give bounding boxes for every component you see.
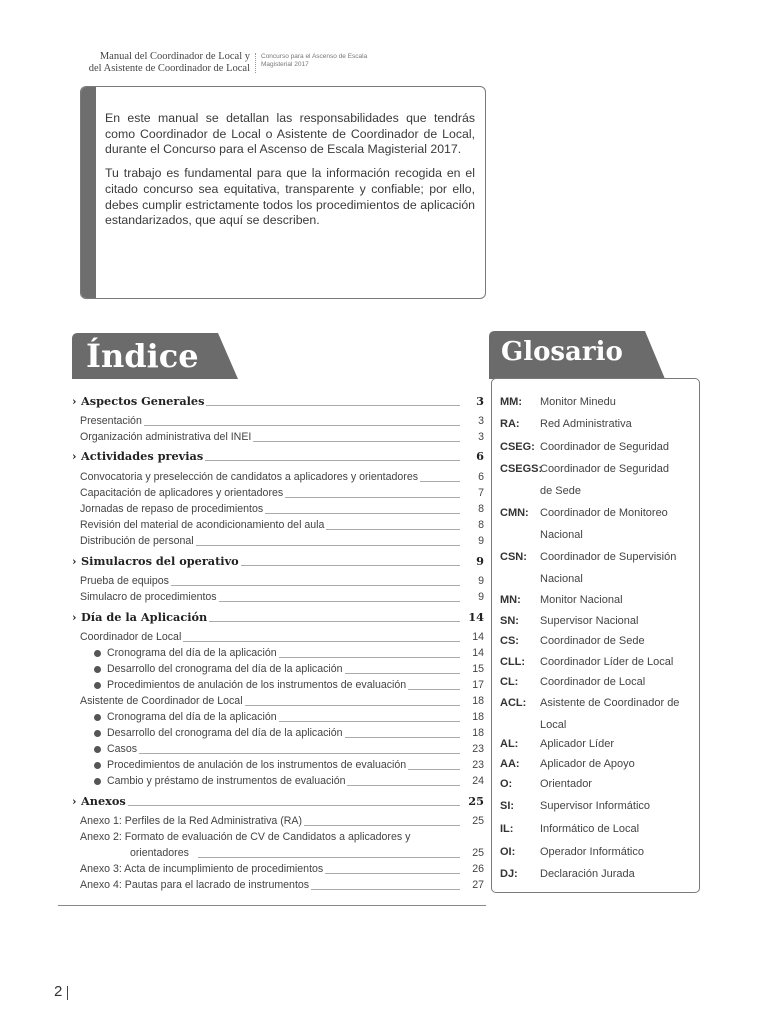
toc-entry — [72, 726, 486, 742]
header-divider — [255, 53, 256, 73]
bullet-icon — [94, 650, 101, 657]
glossary-abbreviation: CSEGS: — [500, 463, 543, 475]
glosario-heading — [489, 331, 665, 379]
toc-leader — [101, 805, 460, 806]
glossary-abbreviation: SI: — [500, 800, 515, 812]
bullet-icon — [94, 666, 101, 673]
chevron-right-icon: › — [72, 794, 77, 808]
toc-entry — [72, 862, 486, 878]
glossary-definition: Coordinador Líder de Local — [540, 656, 674, 668]
toc-page-number: 3 — [478, 415, 484, 427]
toc-section — [72, 610, 486, 626]
toc-label: Aspectos Generales — [81, 394, 205, 408]
toc-entry — [72, 630, 486, 646]
toc-label: Coordinador de Local — [80, 631, 182, 643]
toc-entry — [72, 878, 486, 894]
toc-page-number: 26 — [472, 863, 484, 875]
toc-label: Actividades previas — [81, 449, 204, 463]
toc-label: Cronograma del día de la aplicación — [107, 711, 277, 723]
glossary-abbreviation: MM: — [500, 396, 522, 408]
toc-bottom-rule — [58, 905, 486, 906]
intro-paragraph-1: En este manual se detallan las responsabilidades que tendrás como Coordinador de Local o Asistente de Coordinador de Local, durante el Concurso para el Ascenso de Escala Magisterial 2017. — [105, 111, 475, 157]
toc-label: Distribución de personal — [80, 535, 194, 547]
glossary-abbreviation: CL: — [500, 676, 519, 688]
toc-entry — [72, 662, 486, 678]
manual-title-line1: Manual del Coordinador de Local y — [99, 51, 250, 62]
toc-entry — [72, 694, 486, 710]
glossary-abbreviation: CSEG: — [500, 441, 535, 453]
toc-page-number: 9 — [478, 591, 484, 603]
glossary-definition: Aplicador de Apoyo — [540, 758, 635, 770]
toc-page-number: 27 — [472, 879, 484, 891]
toc-section — [72, 394, 486, 410]
glossary-definition: Coordinador de Monitoreo Nacional — [540, 507, 668, 541]
toc-label: Simulacros del operativo — [81, 554, 239, 568]
toc-page-number: 7 — [478, 487, 484, 499]
toc-entry — [72, 830, 486, 862]
glossary-abbreviation: ACL: — [500, 697, 527, 709]
glossary-abbreviation: SN: — [500, 615, 519, 627]
glossary-definition: Red Administrativa — [540, 418, 632, 430]
toc-section — [72, 794, 486, 810]
bullet-icon — [94, 682, 101, 689]
toc-entry — [72, 534, 486, 550]
toc-label: Anexo 2: Formato de evaluación de CV de Candidatos a aplicadores y — [80, 831, 411, 843]
chevron-right-icon: › — [72, 554, 77, 568]
toc-label: Anexos — [81, 794, 126, 808]
intro-text — [105, 111, 475, 237]
glossary-abbreviation: MN: — [500, 594, 521, 606]
manual-title — [78, 51, 250, 75]
bullet-icon — [94, 730, 101, 737]
toc-label: Simulacro de procedimientos — [80, 591, 217, 603]
toc-page-number: 23 — [472, 743, 484, 755]
bullet-icon — [94, 746, 101, 753]
toc-label: Asistente de Coordinador de Local — [80, 695, 243, 707]
chevron-right-icon: › — [72, 610, 77, 624]
glosario-title: Glosario — [501, 337, 623, 367]
toc-label: Anexo 4: Pautas para el lacrado de instrumentos — [80, 879, 310, 891]
indice-title: Índice — [86, 337, 199, 375]
glossary-abbreviation: OI: — [500, 846, 516, 858]
toc-entry — [72, 758, 486, 774]
chevron-right-icon: › — [72, 449, 77, 463]
glossary-definition: Declaración Jurada — [540, 868, 635, 880]
toc-page-number: 24 — [472, 775, 484, 787]
glossary-definition: Informático de Local — [540, 823, 640, 835]
glossary-definition: Supervisor Nacional — [540, 615, 639, 627]
toc-entry — [72, 590, 486, 606]
toc-leader — [127, 753, 460, 754]
toc-label: Cronograma del día de la aplicación — [107, 647, 277, 659]
toc-label: Presentación — [80, 415, 142, 427]
glossary-abbreviation: DJ: — [500, 868, 518, 880]
toc-page-number: 9 — [476, 554, 484, 568]
toc-label: Procedimientos de anulación de los instrumentos de evaluación — [107, 679, 407, 691]
toc-entry — [72, 814, 486, 830]
contest-title-line2: Magisterial 2017 — [261, 61, 309, 68]
glossary-definition: Coordinador de Supervisión Nacional — [540, 551, 677, 585]
toc-label: Desarrollo del cronograma del día de la aplicación — [107, 663, 343, 675]
glossary-abbreviation: CSN: — [500, 551, 527, 563]
glossary-definition: Monitor Nacional — [540, 594, 623, 606]
toc-entry — [72, 742, 486, 758]
toc-page-number: 8 — [478, 503, 484, 515]
glossary-abbreviation: CMN: — [500, 507, 529, 519]
toc-entry — [72, 430, 486, 446]
toc-entry — [72, 486, 486, 502]
toc-label: Convocatoria y preselección de candidatos a aplicadores y orientadores — [80, 471, 419, 483]
toc-page-number: 23 — [472, 759, 484, 771]
manual-title-line2: del Asistente de Coordinador de Local — [88, 63, 250, 74]
glossary-definition: Supervisor Informático — [540, 800, 651, 812]
glossary-definition: Monitor Minedu — [540, 396, 616, 408]
bullet-icon — [94, 714, 101, 721]
glossary-abbreviation: CS: — [500, 635, 519, 647]
toc-label: Prueba de equipos — [80, 575, 169, 587]
glossary-definition: Coordinador de Local — [540, 676, 646, 688]
toc-entry — [72, 774, 486, 790]
toc-page-number: 18 — [472, 727, 484, 739]
toc-page-number: 25 — [468, 794, 484, 808]
toc-label: Desarrollo del cronograma del día de la aplicación — [107, 727, 343, 739]
chevron-right-icon: › — [72, 394, 77, 408]
toc-label: Casos — [107, 743, 138, 755]
toc-page-number: 3 — [478, 431, 484, 443]
page-number-divider — [67, 986, 68, 1000]
toc-page-number: 25 — [472, 847, 484, 859]
toc-entry — [72, 414, 486, 430]
toc-page-number: 18 — [472, 695, 484, 707]
toc-entry — [72, 646, 486, 662]
glossary-definition: Operador Informático — [540, 846, 644, 858]
intro-paragraph-2: Tu trabajo es fundamental para que la información recogida en el citado concurso sea equitativa, transparente y confiable; por ello, debes cumplir estrictamente todos los procedimientos de aplicación estandarizados, que aquí se describen. — [105, 166, 475, 228]
toc-page-number: 3 — [476, 394, 484, 408]
toc-entry — [72, 710, 486, 726]
glossary-definition: Coordinador de Seguridad de Sede — [540, 463, 670, 497]
toc-label: Organización administrativa del INEI — [80, 431, 252, 443]
glossary-abbreviation: AA: — [500, 758, 520, 770]
toc-entry — [72, 574, 486, 590]
glossary-definition: Aplicador Líder — [540, 738, 614, 750]
toc-entry — [72, 502, 486, 518]
toc-entry — [72, 518, 486, 534]
toc-label: Día de la Aplicación — [81, 610, 208, 624]
toc-leader — [100, 425, 460, 426]
toc-page-number: 6 — [478, 471, 484, 483]
toc-page-number: 15 — [472, 663, 484, 675]
toc-label: Procedimientos de anulación de los instrumentos de evaluación — [107, 759, 407, 771]
toc-page-number: 14 — [468, 610, 484, 624]
contest-title-line1: Concurso para el Ascenso de Escala — [261, 53, 368, 60]
toc-page-number: 8 — [478, 519, 484, 531]
intro-accent-bar — [81, 87, 96, 298]
toc-page-number: 9 — [478, 535, 484, 547]
toc-page-number: 14 — [472, 647, 484, 659]
toc-page-number: 18 — [472, 711, 484, 723]
toc-label: Capacitación de aplicadores y orientadores — [80, 487, 284, 499]
toc-entry — [72, 678, 486, 694]
contest-title — [261, 53, 381, 69]
glossary-definition: Asistente de Coordinador de Local — [540, 697, 680, 731]
page-number: 2 — [54, 983, 63, 1000]
toc-label: Anexo 3: Acta de incumplimiento de procedimientos — [80, 863, 324, 875]
toc-leader — [198, 857, 460, 858]
glossary-abbreviation: O: — [500, 778, 513, 790]
toc-page-number: 6 — [476, 449, 484, 463]
glossary-abbreviation: IL: — [500, 823, 514, 835]
toc-label: Jornadas de repaso de procedimientos — [80, 503, 264, 515]
toc-entry — [72, 470, 486, 486]
toc-label: Revisión del material de acondicionamiento del aula — [80, 519, 325, 531]
glossary-definition: Coordinador de Seguridad — [540, 441, 670, 453]
toc-page-number: 17 — [472, 679, 484, 691]
toc-label: Cambio y préstamo de instrumentos de evaluación — [107, 775, 346, 787]
toc-label-continued: orientadores — [130, 847, 189, 859]
glossary-abbreviation: AL: — [500, 738, 519, 750]
glossary-definition: Coordinador de Sede — [540, 635, 645, 647]
bullet-icon — [94, 762, 101, 769]
indice-heading — [72, 333, 238, 379]
glossary-abbreviation: CLL: — [500, 656, 526, 668]
glossary-abbreviation: RA: — [500, 418, 520, 430]
toc-section — [72, 554, 486, 570]
glossary-definition: Orientador — [540, 778, 592, 790]
bullet-icon — [94, 778, 101, 785]
toc-label: Anexo 1: Perfiles de la Red Administrativa (RA) — [80, 815, 302, 827]
toc-page-number: 9 — [478, 575, 484, 587]
toc-page-number: 14 — [472, 631, 484, 643]
toc-section — [72, 449, 486, 465]
intro-box — [80, 86, 486, 299]
glossary-box — [491, 378, 700, 893]
toc-page-number: 25 — [472, 815, 484, 827]
